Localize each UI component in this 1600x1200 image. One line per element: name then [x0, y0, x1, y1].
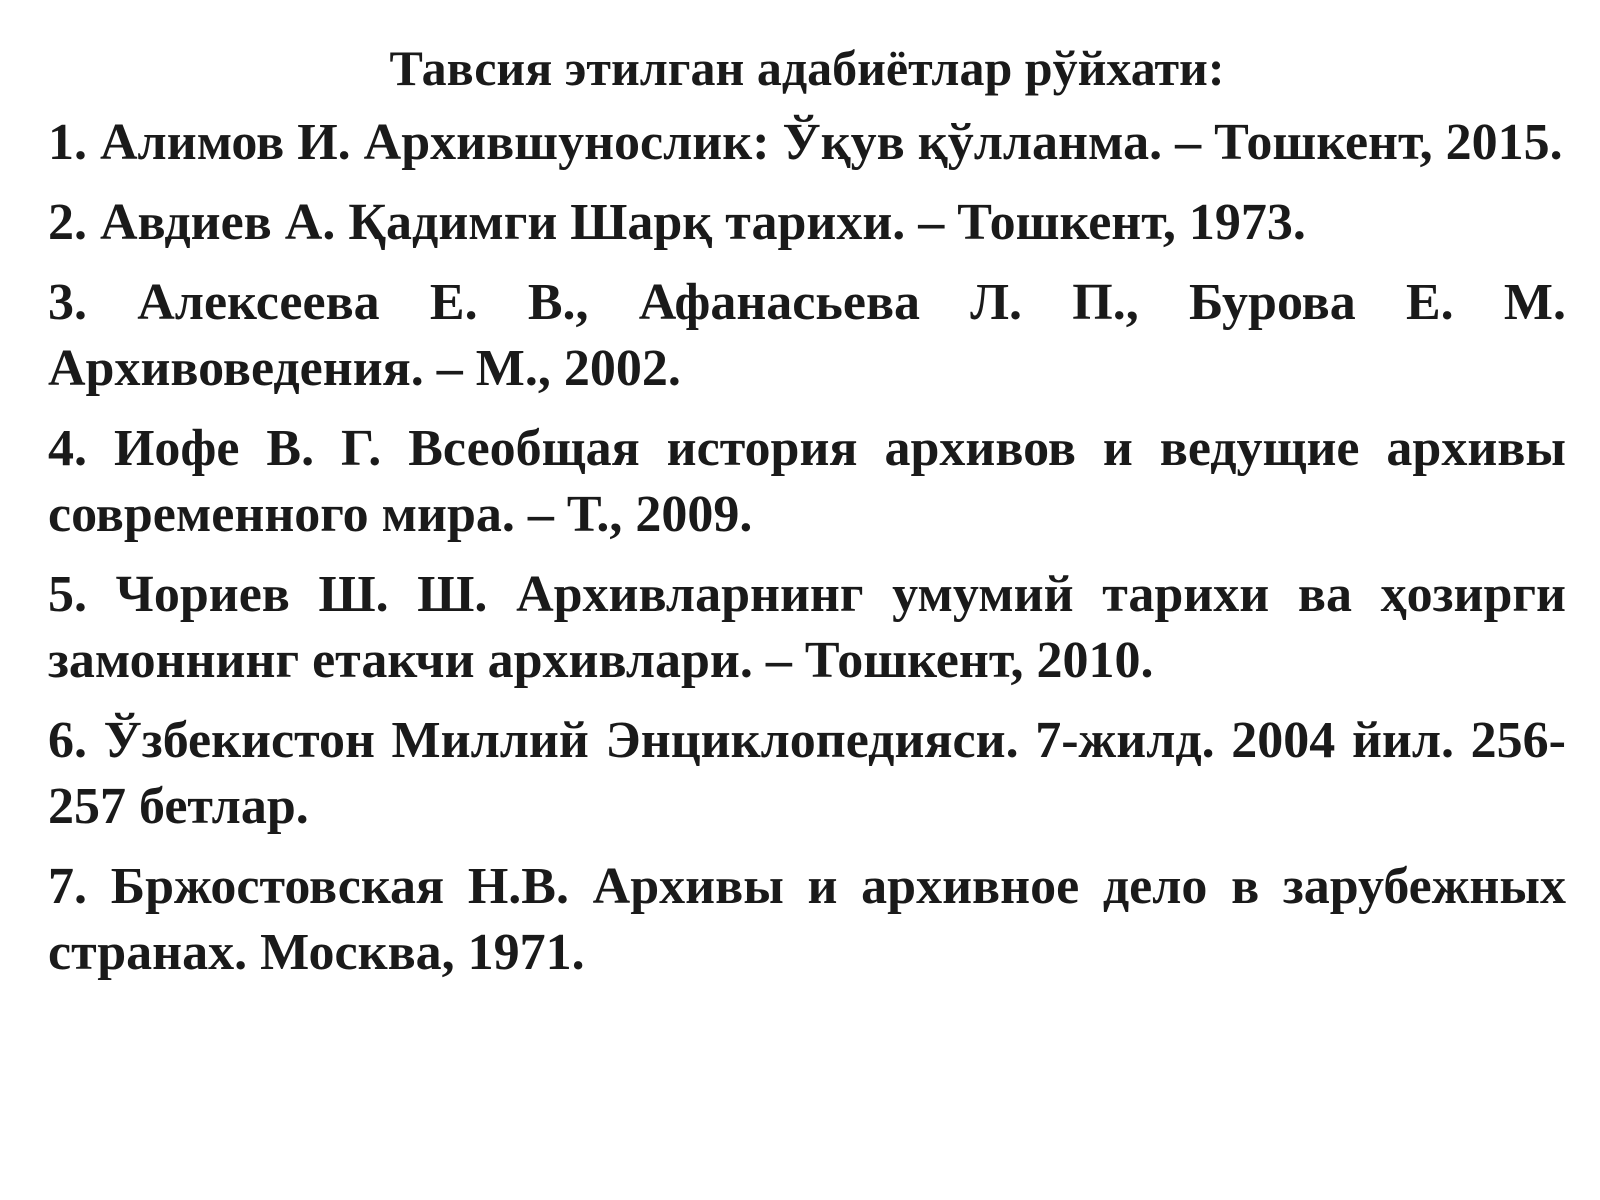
reference-item-2: 2. Авдиев А. Қадимги Шарқ тарихи. – Тошкент, 1973. [48, 194, 1306, 251]
reference-list [48, 110, 1566, 986]
reference-item-1: 1. Алимов И. Архившунослик: Ўқув қўлланма. – Тошкент, 2015. [48, 114, 1563, 171]
reference-item-5: 5. Чориев Ш. Ш. Архивларнинг умумий тарихи ва ҳозирги замоннинг етакчи архивлари. – Тошкент, 2010. [48, 566, 1566, 689]
reference-item-4: 4. Иофе В. Г. Всеобщая история архивов и ведущие архивы современного мира. – Т., 2009. [48, 420, 1566, 543]
reference-item-7: 7. Бржостовская Н.В. Архивы и архивное дело в зарубежных странах. Москва, 1971. [48, 858, 1566, 981]
slide-title: Тавсия этилган адабиётлар рўйхати: [389, 40, 1225, 96]
reference-item-6: 6. Ўзбекистон Миллий Энциклопедияси. 7-жилд. 2004 йил. 256-257 бетлар. [48, 712, 1566, 835]
reference-item-3: 3. Алексеева Е. В., Афанасьева Л. П., Бурова Е. М. Архивоведения. – М., 2002. [48, 274, 1566, 397]
